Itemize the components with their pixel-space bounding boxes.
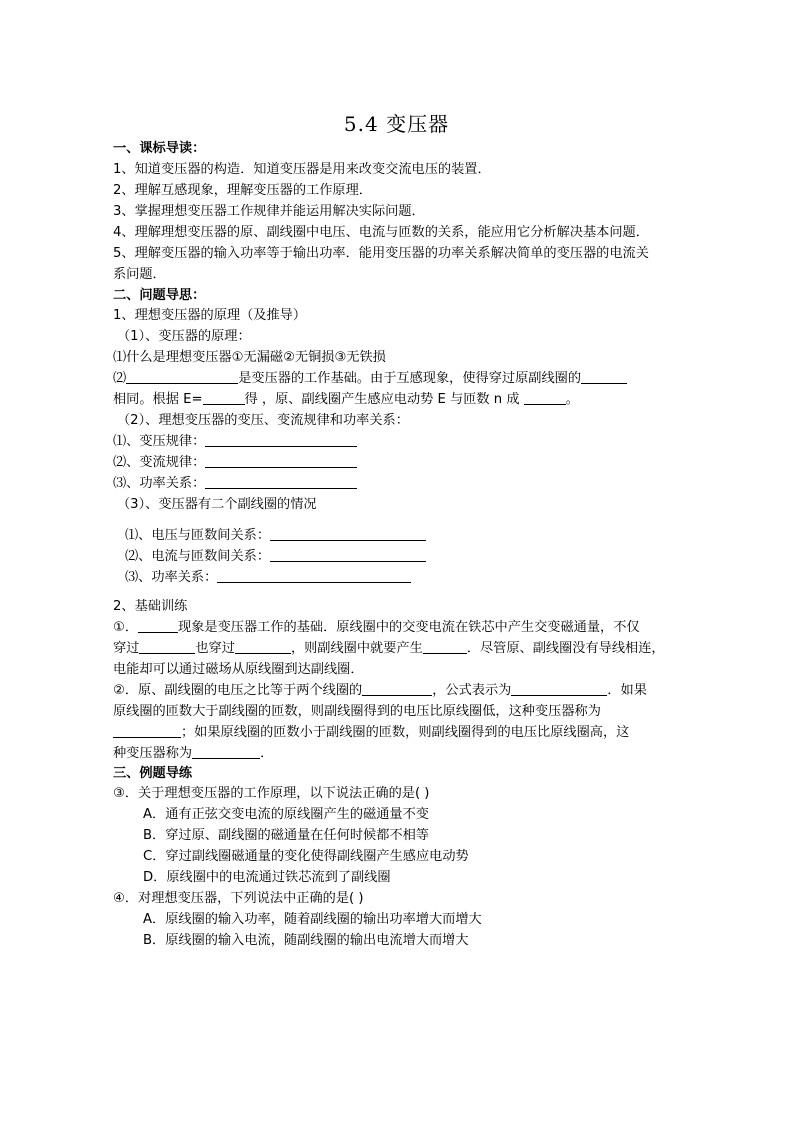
objective-item: 5、理解变压器的输入功率等于输出功率．能用变压器的功率关系解决简单的变压器的电流关 [113,246,649,261]
fill-line [113,681,647,701]
answer-blank[interactable] [362,681,432,696]
answer-blank[interactable] [205,453,357,468]
answer-blank[interactable] [203,390,245,405]
fill-line [125,568,411,588]
answer-blank[interactable] [205,474,357,489]
fill-text: ⑶、功率关系： [113,476,206,491]
answer-option[interactable]: B．原线圈的输入电流，随副线圈的输出电流增大而增大 [143,933,469,948]
fill-line [113,432,357,452]
fill-text: 。 [565,392,579,407]
fill-prefix: ⑵ [113,371,127,386]
objective-item: 4、理解理想变压器的原、副线圈中电压、电流与匝数的关系，能应用它分析解决基本问题． [113,225,649,240]
answer-blank[interactable] [270,547,426,562]
answer-option[interactable]: B．穿过原、副线圈的磁通量在任何时候都不相等 [143,828,429,843]
fill-line [113,639,665,659]
fill-text: ⑴、电压与匝数间关系： [125,528,271,543]
answer-blank[interactable] [423,639,467,654]
answer-blank[interactable] [217,568,411,583]
fill-text: ⑴、变压规律： [113,434,206,449]
fill-text: ⑵、变流规律： [113,455,206,470]
text-line: 电能却可以通过磁场从原线圈到达副线圈． [113,662,364,677]
answer-blank[interactable] [113,723,181,738]
answer-option[interactable]: A．通有正弦交变电流的原线圈产生的磁通量不变 [143,807,429,822]
fill-line [113,369,627,389]
subsection-heading: 1、理想变压器的原理（及推导） [113,308,307,323]
objective-item: 1、知道变压器的构造．知道变压器是用来改变交流电压的装置． [113,162,491,177]
text-line: 原线圈的匝数大于副线圈的匝数，则副线圈得到的电压比原线圈低，这种变压器称为 [113,704,601,719]
fill-text: 是变压器的工作基础。由于互感现象，使得穿过原副线圈的 [238,371,582,386]
fill-line [113,618,640,638]
answer-blank[interactable] [138,618,178,633]
fill-text: 现象是变压器工作的基础．原线圈中的交变电流在铁芯中产生交变磁通量，不仅 [178,620,640,635]
fill-text: ②．原、副线圈的电压之比等于两个线圈的 [113,683,363,698]
fill-text: ．尽管原、副线圈没有导线相连， [466,641,665,656]
section-heading-1: 一、课标导读： [113,141,206,156]
question-line: ⑴什么是理想变压器①无漏磁②无铜损③无铁损 [113,350,386,365]
subsection-item: （2）、理想变压器的变压、变流规律和功率关系： [117,413,409,428]
fill-text: ⑶、功率关系： [125,570,218,585]
fill-text: ，则副线圈中就要产生 [290,641,423,656]
section-heading-3: 2、基础训练 [113,599,188,614]
answer-blank[interactable] [581,369,627,384]
section-heading-4: 三、例题导练 [113,766,193,781]
question-stem: ④．对理想变压器，下列说法中正确的是( ) [113,891,364,906]
answer-option[interactable]: C．穿过副线圈磁通量的变化使得副线圈产生感应电动势 [143,849,469,864]
fill-text: 穿过 [113,641,140,656]
answer-blank[interactable] [205,432,357,447]
page-title: 5.4 变压器 [343,112,450,136]
question-stem: ③．关于理想变压器的工作原理，以下说法正确的是( ) [113,786,430,801]
subsection-item: （3）、变压器有二个副线圈的情况 [117,497,317,512]
answer-blank[interactable] [126,369,238,384]
fill-text: ①． [113,620,139,635]
answer-blank[interactable] [235,639,291,654]
fill-text: ． [260,746,274,761]
answer-blank[interactable] [139,639,195,654]
fill-text: ．如果 [607,683,647,698]
fill-text: ；如果原线圈的匝数小于副线圈的匝数，则副线圈得到的电压比原线圈高，这 [181,725,630,740]
answer-blank[interactable] [524,390,566,405]
objective-item: 3、掌握理想变压器工作规律并能运用解决实际问题． [113,204,425,219]
fill-line [125,526,426,546]
section-heading-2: 二、问题导思： [113,288,206,303]
fill-text: 也穿过 [195,641,235,656]
subsection-item: （1）、变压器的原理： [117,329,251,344]
answer-blank[interactable] [192,744,260,759]
objective-item: 系问题． [113,267,166,282]
answer-blank[interactable] [511,681,607,696]
fill-line [113,390,579,410]
answer-blank[interactable] [270,526,426,541]
fill-text: 得 ，原、副线圈产生感应电动势 E 与匝数 n 成 [244,392,524,407]
fill-line [113,474,357,494]
fill-line [113,744,273,764]
fill-text: ，公式表示为 [432,683,512,698]
fill-text: ⑵、电流与匝数间关系： [125,549,271,564]
objective-item: 2、理解互感现象，理解变压器的工作原理． [113,183,372,198]
fill-line [125,547,426,567]
fill-line [113,453,357,473]
fill-text: 相同。根据 E= [113,392,203,407]
fill-text: 种变压器称为 [113,746,193,761]
answer-option[interactable]: A．原线圈的输入功率，随着副线圈的输出功率增大而增大 [143,912,482,927]
answer-option[interactable]: D．原线圈中的电流通过铁芯流到了副线圈 [143,870,391,885]
fill-line [113,723,629,743]
